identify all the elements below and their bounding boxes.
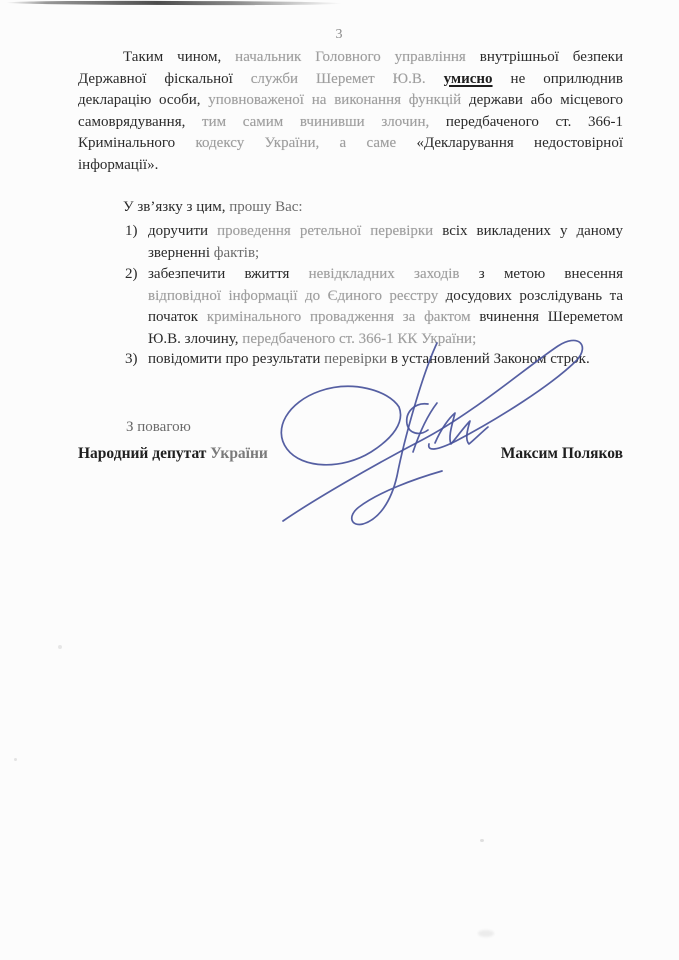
text-segment: Народний депутат bbox=[78, 445, 211, 462]
text-segment: Державної фіскальної bbox=[78, 70, 251, 87]
closing-salutation bbox=[126, 417, 191, 439]
text-line bbox=[78, 155, 623, 177]
text-segment: відповідної інформації до Єдиного реєстру bbox=[148, 287, 446, 304]
body-paragraph bbox=[78, 47, 623, 176]
text-segment: доручити bbox=[148, 223, 218, 239]
text-segment: з метою внесення bbox=[478, 266, 623, 282]
signer-title bbox=[78, 443, 268, 465]
text-segment: перевірки bbox=[324, 351, 391, 367]
text-segment: України bbox=[210, 445, 268, 462]
text-segment: З повагою bbox=[126, 419, 191, 435]
list-marker: 2) bbox=[125, 266, 138, 282]
scan-speck bbox=[480, 839, 484, 842]
text-segment: всіх викладених у даному bbox=[442, 223, 623, 239]
text-segment: фактів; bbox=[213, 244, 260, 261]
text-line bbox=[78, 69, 623, 91]
text-segment: начальник Головного управління bbox=[235, 49, 480, 65]
text-line bbox=[148, 307, 623, 329]
text-line bbox=[148, 264, 623, 286]
text-segment: декларацію особи, bbox=[78, 92, 209, 108]
text-line bbox=[78, 133, 623, 155]
text-segment: умисно bbox=[443, 70, 493, 87]
list-item-3 bbox=[78, 349, 623, 371]
scan-speck bbox=[58, 645, 62, 649]
text-segment: держави або місцевого bbox=[468, 92, 623, 108]
text-line bbox=[148, 349, 623, 371]
text-line bbox=[78, 47, 623, 69]
text-segment: вчинення Шереметом bbox=[479, 309, 623, 325]
text-segment: «Декларування недостовірної bbox=[416, 135, 623, 151]
text-segment: кодексу України, а саме bbox=[195, 135, 417, 151]
list-item-2 bbox=[78, 264, 623, 350]
text-segment: У зв’язку з цим, bbox=[123, 199, 230, 215]
text-segment: не оприлюднив bbox=[492, 70, 623, 87]
text-segment: забезпечити вжиття bbox=[148, 266, 309, 282]
scan-speck bbox=[14, 758, 17, 761]
text-line bbox=[78, 90, 623, 112]
text-segment: зверненні bbox=[148, 244, 214, 261]
text-segment: внутрішньої безпеки bbox=[479, 49, 623, 65]
page-number: 3 bbox=[335, 27, 344, 42]
request-intro bbox=[78, 197, 623, 219]
list-item-text bbox=[148, 221, 623, 264]
text-segment: уповноваженої на виконання функцій bbox=[208, 92, 469, 108]
text-segment: Максим Поляков bbox=[500, 445, 623, 462]
list-item-text bbox=[148, 349, 623, 371]
text-segment: початок bbox=[148, 309, 207, 325]
text-segment: служби Шеремет Ю.В. bbox=[250, 70, 444, 87]
text-line bbox=[148, 286, 623, 308]
text-line bbox=[148, 221, 623, 243]
text-segment: Ю.В. злочину, bbox=[148, 330, 243, 347]
signer-row bbox=[78, 443, 623, 465]
text-segment: досудових розслідувань та bbox=[445, 287, 623, 304]
signer-name bbox=[501, 443, 623, 465]
text-line bbox=[148, 329, 623, 351]
scan-artifact-top-line bbox=[6, 1, 342, 6]
text-segment: невідкладних заходів bbox=[308, 266, 479, 282]
text-segment: кримінального провадження за фактом bbox=[206, 309, 480, 325]
text-segment: інформації». bbox=[78, 156, 159, 173]
list-item-1 bbox=[78, 221, 623, 264]
text-segment: передбаченого ст. 366-1 КК України; bbox=[242, 330, 477, 347]
text-segment: в установлений Законом строк. bbox=[390, 351, 590, 367]
text-segment: прошу Вас: bbox=[229, 199, 303, 215]
text-segment: тим самим вчинивши злочин, bbox=[202, 113, 446, 130]
text-segment: проведення ретельної перевірки bbox=[217, 223, 443, 239]
scan-speck bbox=[478, 930, 494, 937]
list-item-text bbox=[148, 264, 623, 350]
list-marker: 3) bbox=[125, 351, 138, 367]
text-segment: самоврядування, bbox=[78, 113, 203, 130]
text-segment: повідомити про результати bbox=[148, 351, 325, 367]
text-segment: Кримінального bbox=[78, 135, 196, 151]
text-segment: Таким чином, bbox=[123, 49, 236, 65]
text-line bbox=[78, 197, 623, 219]
text-line bbox=[78, 112, 623, 134]
list-marker: 1) bbox=[125, 223, 138, 239]
text-segment: передбаченого ст. 366-1 bbox=[445, 113, 623, 130]
text-line bbox=[148, 243, 623, 265]
